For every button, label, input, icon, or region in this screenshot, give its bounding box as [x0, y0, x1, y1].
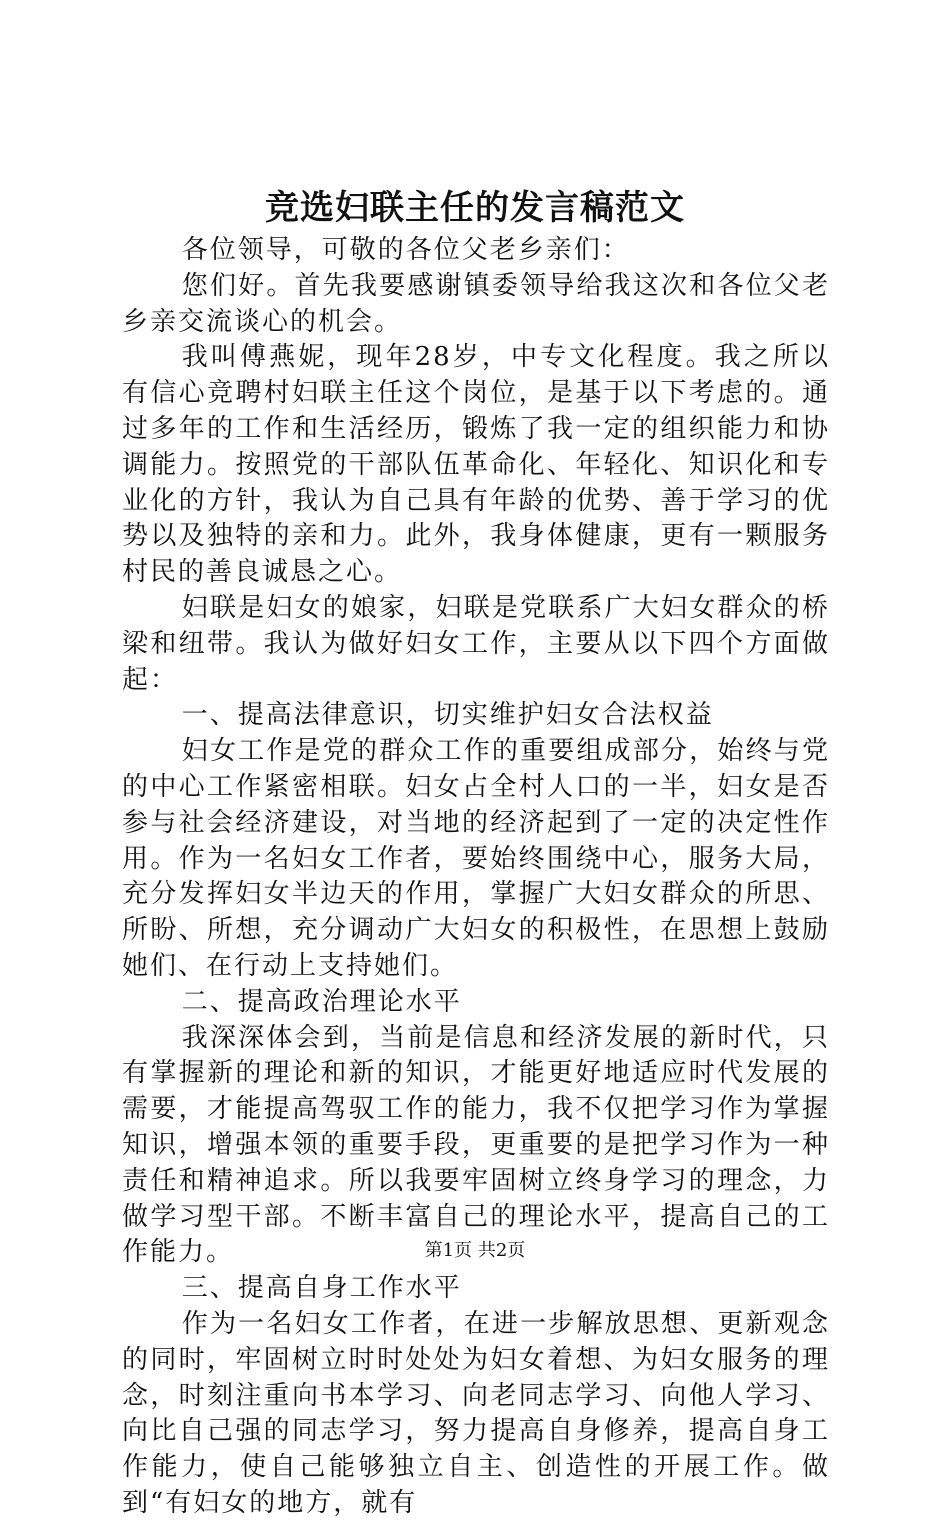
section-heading-1: 一、提高法律意识，切实维护妇女合法权益 [181, 700, 714, 731]
paragraph-section-2: 我深深体会到，当前是信息和经济发展的新时代，只有掌握新的理论和新的知识，才能更好地适应时代发展的需要，才能提高驾驭工作的能力，我不仅把学习作为掌握知识，增强本领的重要手段，更重要的是把学习作为一种责任和精神追求。所以我要牢固树立终身学习的理念，力做学习型干部。不断丰富自己的理论水平，提高自己的工作能力。 [122, 1022, 830, 1268]
salutation: 各位领导，可敬的各位父老乡亲们： [181, 235, 630, 265]
section-heading-2: 二、提高政治理论水平 [181, 986, 462, 1017]
paragraph-greeting: 您们好。首先我要感谢镇委领导给我这次和各位父老乡亲交流谈心的机会。 [122, 270, 830, 337]
section-heading-3: 三、提高自身工作水平 [181, 1273, 462, 1304]
document-body [122, 233, 830, 1522]
paragraph-self-introduction: 我叫傅燕妮，现年28岁，中专文化程度。我之所以有信心竞聘村妇联主任这个岗位，是基于以下考虑的。通过多年的工作和生活经历，锻炼了我一定的组织能力和协调能力。按照党的干部队伍革命化、年轻化、知识化和专业化的方针，我认为自己具有年龄的优势、善于学习的优势以及独特的亲和力。此外，我身体健康，更有一颗服务村民的善良诚恳之心。 [122, 342, 830, 588]
paragraph-section-3: 作为一名妇女工作者，在进一步解放思想、更新观念的同时，牢固树立时时处处为妇女着想、为妇女服务的理念，时刻注重向书本学习、向老同志学习、向他人学习、向比自己强的同志学习，努力提高自身修养，提高自身工作能力，使自己能够独立自主、创造性的开展工作。做到“有妇女的地方，就有 [122, 1308, 830, 1518]
paragraph-section-1: 妇女工作是党的群众工作的重要组成部分，始终与党的中心工作紧密相联。妇女占全村人口的一半，妇女是否参与社会经济建设，对当地的经济起到了一定的决定性作用。作为一名妇女工作者，要始终围绕中心，服务大局，充分发挥妇女半边天的作用，掌握广大妇女群众的所思、所盼、所想，充分调动广大妇女的积极性，在思想上鼓励她们、在行动上支持她们。 [122, 736, 830, 981]
document-title: 竞选妇联主任的发言稿范文 [265, 188, 685, 228]
paragraph-approach: 妇联是妇女的娘家，妇联是党联系广大妇女群众的桥梁和纽带。我认为做好妇女工作，主要从以下四个方面做起： [122, 592, 830, 695]
page-footer: 第1页 共2页 [424, 1240, 526, 1261]
